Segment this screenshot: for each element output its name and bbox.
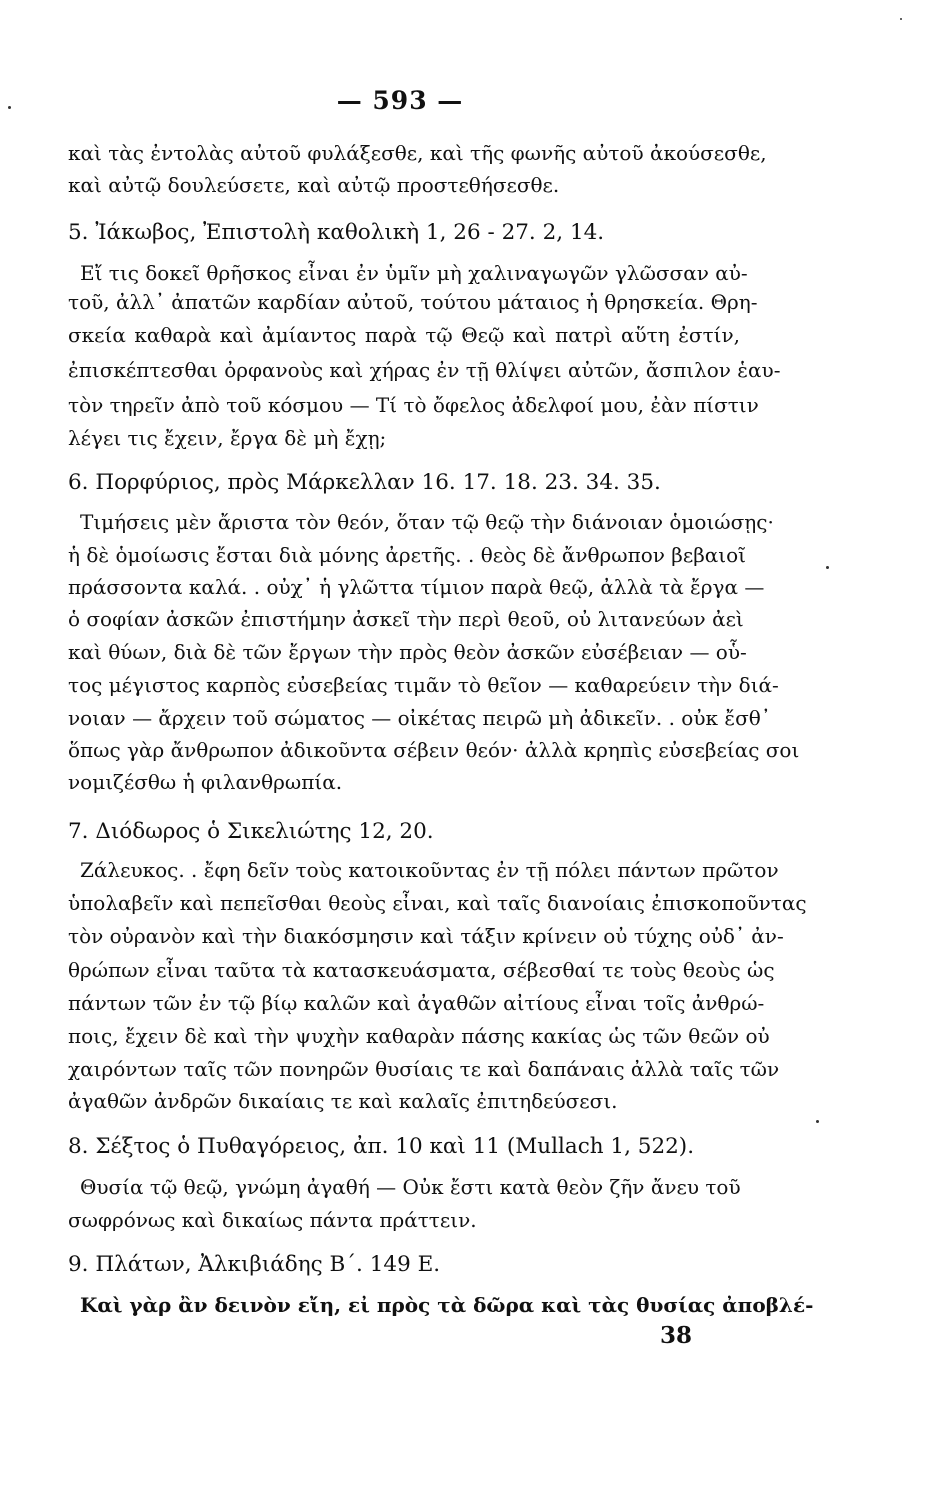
text-line: Ζάλευκος. . ἔφη δεῖν τοὺς κατοικοῦντας ἐν τῇ πόλει πάντων πρῶτον	[80, 858, 779, 882]
text-line: τος μέγιστος καρπὸς εὐσεβείας τιμᾶν τὸ θεῖον — καθαρεύειν τὴν διά-	[68, 673, 779, 697]
text-line: σωφρόνως καὶ δικαίως πάντα πράττειν.	[68, 1208, 477, 1232]
text-line: λέγει τις ἔχειν, ἔργα δὲ μὴ ἔχῃ;	[68, 426, 387, 450]
page-number: — 593 —	[336, 86, 464, 115]
text-line: τὸν οὐρανὸν καὶ τὴν διακόσμησιν καὶ τάξιν κρίνειν οὐ τύχης οὐδ᾽ ἀν-	[68, 924, 784, 948]
section-heading: 8. Σέξτος ὁ Πυθαγόρειος, ἀπ. 10 καὶ 11 (Mullach 1, 522).	[68, 1134, 695, 1159]
text-line: ποις, ἔχειν δὲ καὶ τὴν ψυχὴν καθαρὰν πάσης κακίας ὡς τῶν θεῶν οὐ	[68, 1024, 770, 1048]
section-heading: 5. Ἰάκωβος, Ἐπιστολὴ καθολικὴ 1, 26 - 27. 2, 14.	[68, 220, 605, 245]
text-line: νοιαν — ἄρχειν τοῦ σώματος — οἰκέτας πειρῶ μὴ ἀδικεῖν. . οὐκ ἔσθ᾽	[68, 706, 771, 730]
text-line: τὸν τηρεῖν ἀπὸ τοῦ κόσμου — Τί τὸ ὄφελος ἀδελφοί μου, ἐὰν πίστιν	[68, 393, 759, 417]
text-line: ἡ δὲ ὁμοίωσις ἔσται διὰ μόνης ἀρετῆς. . θεὸς δὲ ἄνθρωπον βεβαιοῖ	[68, 543, 747, 567]
text-line: Καὶ γὰρ ἂν δεινὸν εἴη, εἰ πρὸς τὰ δῶρα καὶ τὰς θυσίας ἀποβλέ-	[80, 1293, 814, 1317]
text-line: καὶ τὰς ἐντολὰς αὐτοῦ φυλάξεσθε, καὶ τῆς φωνῆς αὐτοῦ ἀκούσεσθε,	[68, 141, 767, 165]
text-line: σκεία καθαρὰ καὶ ἀμίαντος παρὰ τῷ Θεῷ καὶ πατρὶ αὕτη ἐστίν,	[68, 323, 740, 347]
text-line: καὶ θύων, διὰ δὲ τῶν ἔργων τὴν πρὸς θεὸν ἀσκῶν εὐσέβειαν — οὗ-	[68, 640, 747, 664]
text-line: Τιμήσεις μὲν ἄριστα τὸν θεόν, ὅταν τῷ θεῷ τὴν διάνοιαν ὁμοιώσῃς·	[80, 510, 774, 534]
text-line: ὅπως γὰρ ἄνθρωπον ἀδικοῦντα σέβειν θεόν· ἀλλὰ κρηπὶς εὐσεβείας σοι	[68, 738, 800, 762]
section-heading: 7. Διόδωρος ὁ Σικελιώτης 12, 20.	[68, 819, 434, 844]
text-line: νομιζέσθω ἡ φιλανθρωπία.	[68, 770, 343, 794]
scan-speck	[826, 566, 829, 569]
section-heading: 9. Πλάτων, Ἀλκιβιάδης Β΄. 149 Ε.	[68, 1252, 441, 1277]
scan-speck	[816, 1120, 819, 1123]
text-line: πάντων τῶν ἐν τῷ βίῳ καλῶν καὶ ἀγαθῶν αἰτίους εἶναι τοῖς ἀνθρώ-	[68, 991, 765, 1015]
section-heading: 6. Πορφύριος, πρὸς Μάρκελλαν 16. 17. 18. 23. 34. 35.	[68, 470, 661, 495]
text-line: θρώπων εἶναι ταῦτα τὰ κατασκευάσματα, σέβεσθαί τε τοὺς θεοὺς ὡς	[68, 958, 775, 982]
text-line: καὶ αὐτῷ δουλεύσετε, καὶ αὐτῷ προστεθήσεσθε.	[68, 173, 560, 197]
text-line: Εἴ τις δοκεῖ θρῆσκος εἶναι ἐν ὑμῖν μὴ χαλιναγωγῶν γλῶσσαν αὐ-	[80, 261, 748, 285]
text-line: τοῦ, ἀλλ᾽ ἀπατῶν καρδίαν αὐτοῦ, τούτου μάταιος ἡ θρησκεία. Θρη-	[68, 290, 758, 314]
text-line: ὑπολαβεῖν καὶ πεπεῖσθαι θεοὺς εἶναι, καὶ ταῖς διανοίαις ἐπισκοποῦντας	[68, 891, 807, 915]
signature-mark: 38	[660, 1322, 693, 1349]
text-line: ἐπισκέπτεσθαι ὀρφανοὺς καὶ χήρας ἐν τῇ θλίψει αὐτῶν, ἄσπιλον ἑαυ-	[68, 358, 781, 382]
text-line: ἀγαθῶν ἀνδρῶν δικαίαις τε καὶ καλαῖς ἐπιτηδεύσεσι.	[68, 1089, 618, 1113]
text-line: χαιρόντων ταῖς τῶν πονηρῶν θυσίαις τε καὶ δαπάναις ἀλλὰ ταῖς τῶν	[68, 1057, 780, 1081]
scan-speck	[8, 106, 11, 109]
text-line: πράσσοντα καλά. . οὐχ᾽ ἡ γλῶττα τίμιον παρὰ θεῷ, ἀλλὰ τὰ ἔργα —	[68, 575, 765, 599]
text-line: Θυσία τῷ θεῷ, γνώμη ἀγαθή — Οὐκ ἔστι κατὰ θεὸν ζῆν ἄνευ τοῦ	[80, 1175, 741, 1199]
text-line: ὁ σοφίαν ἀσκῶν ἐπιστήμην ἀσκεῖ τὴν περὶ θεοῦ, οὐ λιτανεύων ἀεὶ	[68, 607, 744, 631]
scan-speck	[900, 18, 902, 20]
